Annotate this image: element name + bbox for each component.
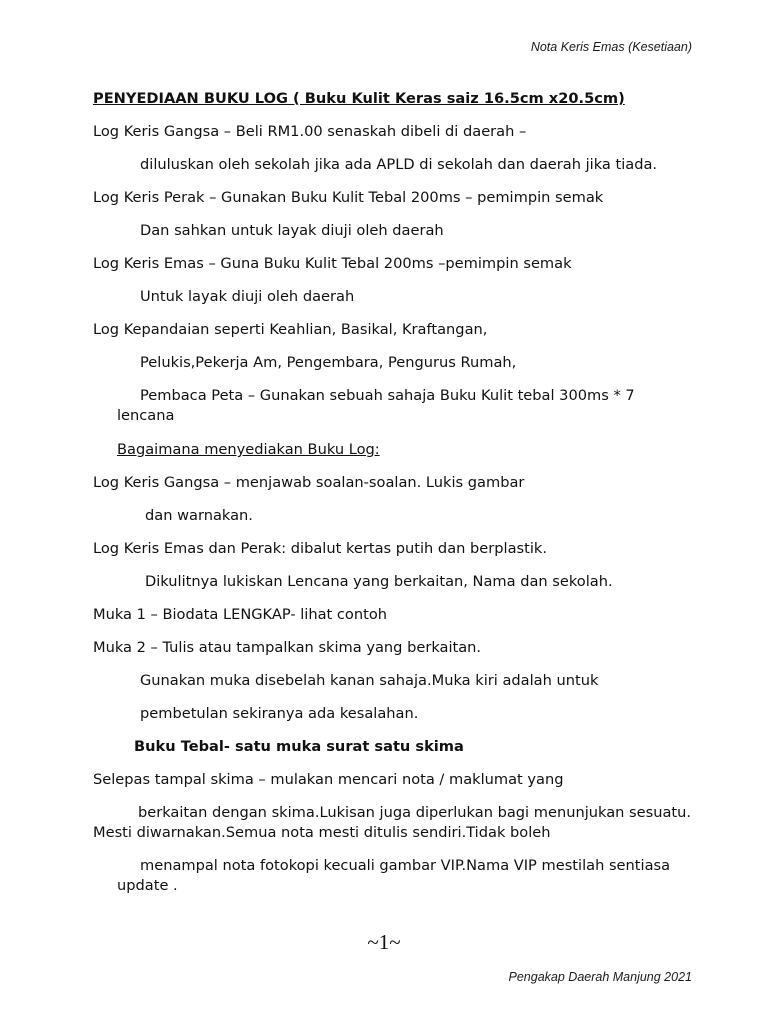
text-line: menampal nota fotokopi kecuali gambar VIP.Nama VIP mestilah sentiasa — [140, 857, 671, 874]
text-line: update . — [117, 877, 178, 894]
text-line: lencana — [117, 407, 175, 424]
subheading: Bagaimana menyediakan Buku Log: — [117, 441, 380, 458]
text-line: pembetulan sekiranya ada kesalahan. — [140, 705, 419, 722]
text-line: Log Keris Emas – Guna Buku Kulit Tebal 200ms –pemimpin semak — [93, 255, 572, 272]
header-note: Nota Keris Emas (Kesetiaan) — [530, 40, 692, 54]
text-line: Mesti diwarnakan.Semua nota mesti ditulis sendiri.Tidak boleh — [93, 824, 551, 841]
page-number: ~1~ — [367, 930, 401, 954]
text-line: Log Keris Emas dan Perak: dibalut kertas putih dan berplastik. — [93, 540, 548, 557]
section-heading: PENYEDIAAN BUKU LOG ( Buku Kulit Keras saiz 16.5cm x20.5cm) — [93, 90, 625, 107]
text-line: Log Kepandaian seperti Keahlian, Basikal, Kraftangan, — [93, 321, 488, 338]
bold-note: Buku Tebal- satu muka surat satu skima — [134, 738, 464, 755]
text-line: Selepas tampal skima – mulakan mencari nota / maklumat yang — [93, 771, 564, 788]
text-line: Pembaca Peta – Gunakan sebuah sahaja Buku Kulit tebal 300ms * 7 — [140, 387, 635, 404]
text-line: Log Keris Gangsa – menjawab soalan-soalan. Lukis gambar — [93, 474, 525, 491]
text-line: Dan sahkan untuk layak diuji oleh daerah — [140, 222, 444, 239]
text-line: Dikulitnya lukiskan Lencana yang berkaitan, Nama dan sekolah. — [145, 573, 613, 590]
text-line: Gunakan muka disebelah kanan sahaja.Muka kiri adalah untuk — [140, 672, 599, 689]
text-line: Pelukis,Pekerja Am, Pengembara, Pengurus Rumah, — [140, 354, 517, 371]
text-line: Muka 2 – Tulis atau tampalkan skima yang berkaitan. — [93, 639, 482, 656]
footer-note: Pengakap Daerah Manjung 2021 — [508, 970, 692, 984]
text-line: dan warnakan. — [145, 507, 253, 524]
text-line: diluluskan oleh sekolah jika ada APLD di sekolah dan daerah jika tiada. — [140, 156, 658, 173]
text-line: Log Keris Perak – Gunakan Buku Kulit Tebal 200ms – pemimpin semak — [93, 189, 604, 206]
text-line: Untuk layak diuji oleh daerah — [140, 288, 355, 305]
text-line: Muka 1 – Biodata LENGKAP- lihat contoh — [93, 606, 388, 623]
text-line: Log Keris Gangsa – Beli RM1.00 senaskah dibeli di daerah – — [93, 123, 527, 140]
text-line: berkaitan dengan skima.Lukisan juga diperlukan bagi menunjukan sesuatu. — [138, 804, 692, 821]
